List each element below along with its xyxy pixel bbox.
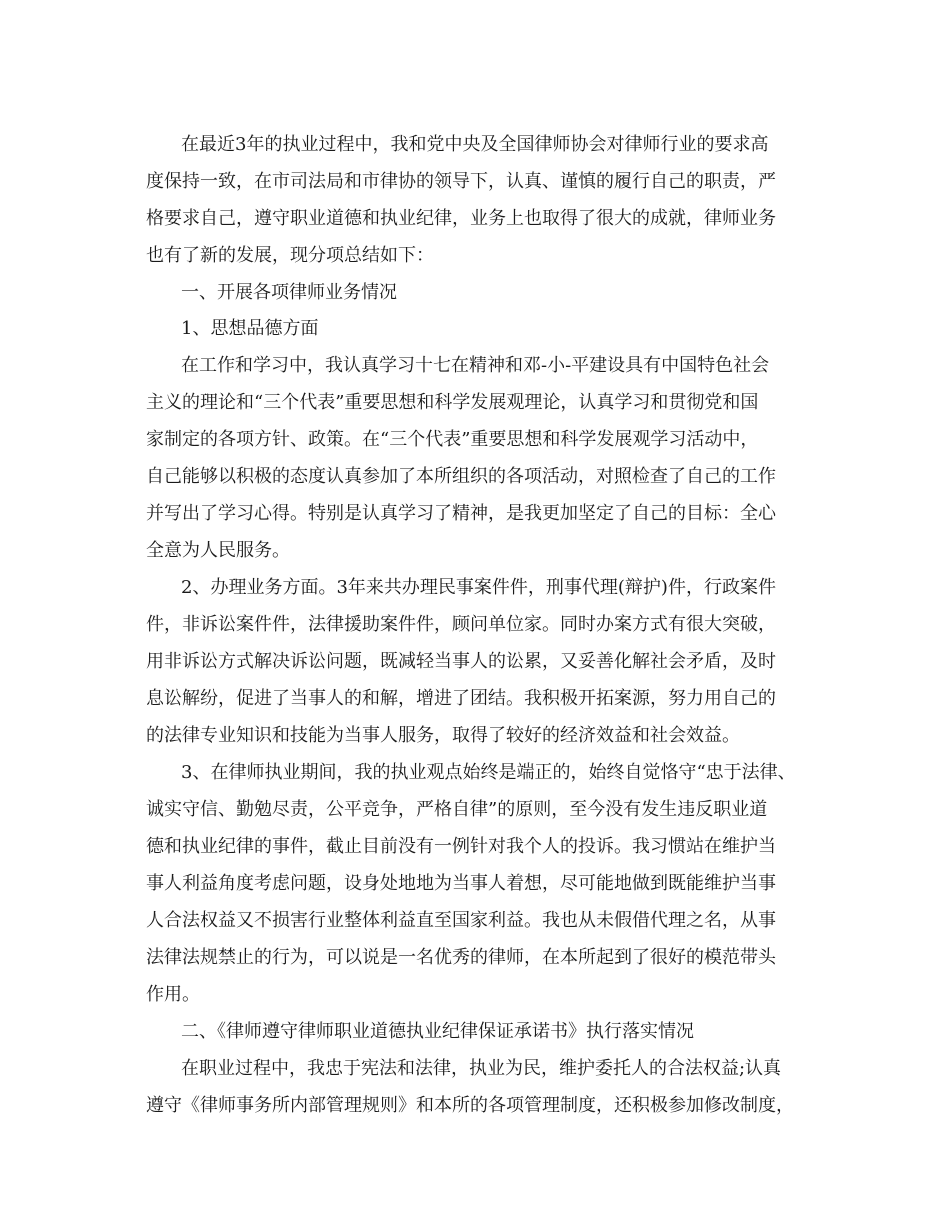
text-line: 在工作和学习中，我认真学习十七在精神和邓-小-平建设具有中国特色社会 <box>181 355 770 376</box>
text-line: 3、在律师执业期间，我的执业观点始终是端正的，始终自觉恪守“忠于法律、 <box>181 762 796 783</box>
text-line: 度保持一致，在市司法局和市律协的领导下，认真、谨慎的履行自己的职责，严 <box>146 171 776 192</box>
text-line: 格要求自己，遵守职业道德和执业纪律，业务上也取得了很大的成就，律师业务 <box>146 208 776 229</box>
section-heading: 一、开展各项律师业务情况 <box>181 282 397 303</box>
text-line: 也有了新的发展，现分项总结如下： <box>146 245 434 266</box>
text-line: 全意为人民服务。 <box>146 540 290 561</box>
text-line: 遵守《律师事务所内部管理规则》和本所的各项管理制度，还积极参加修改制度， <box>146 1095 794 1116</box>
text-line: 息讼解纷，促进了当事人的和解，增进了团结。我积极开拓案源，努力用自己的 <box>146 688 776 709</box>
text-line: 在职业过程中，我忠于宪法和法律，执业为民，维护委托人的合法权益;认真 <box>181 1058 782 1079</box>
section-heading: 二、《律师遵守律师职业道德执业纪律保证承诺书》执行落实情况 <box>181 1021 694 1042</box>
subsection-heading: 1、思想品德方面 <box>181 318 319 339</box>
text-line: 事人利益角度考虑问题，设身处地地为当事人着想，尽可能地做到既能维护当事 <box>146 873 776 894</box>
text-line: 2、办理业务方面。3年来共办理民事案件件，刑事代理(辩护)件，行政案件 <box>181 577 776 598</box>
text-line: 在最近3年的执业过程中，我和党中央及全国律师协会对律师行业的要求高 <box>181 134 769 155</box>
text-line: 法律法规禁止的行为，可以说是一名优秀的律师，在本所起到了很好的模范带头 <box>146 947 776 968</box>
text-line: 用非诉讼方式解决诉讼问题，既减轻当事人的讼累，又妥善化解社会矛盾，及时 <box>146 651 776 672</box>
text-line: 德和执业纪律的事件，截止目前没有一例针对我个人的投诉。我习惯站在维护当 <box>146 836 776 857</box>
text-line: 自己能够以积极的态度认真参加了本所组织的各项活动，对照检查了自己的工作 <box>146 466 776 487</box>
text-line: 并写出了学习心得。特别是认真学习了精神，是我更加坚定了自己的目标：全心 <box>146 503 776 524</box>
text-line: 件，非诉讼案件件，法律援助案件件，顾问单位家。同时办案方式有很大突破， <box>146 614 776 635</box>
text-line: 诚实守信、勤勉尽责，公平竞争，严格自律”的原则，至今没有发生违反职业道 <box>146 799 768 820</box>
text-line: 家制定的各项方针、政策。在“三个代表”重要思想和科学发展观学习活动中， <box>146 429 759 450</box>
text-line: 的法律专业知识和技能为当事人服务，取得了较好的经济效益和社会效益。 <box>146 725 740 746</box>
text-line: 作用。 <box>146 984 200 1005</box>
text-line: 人合法权益又不损害行业整体利益直至国家利益。我也从未假借代理之名，从事 <box>146 910 776 931</box>
text-line: 主义的理论和“三个代表”重要思想和科学发展观理论，认真学习和贯彻党和国 <box>146 392 759 413</box>
